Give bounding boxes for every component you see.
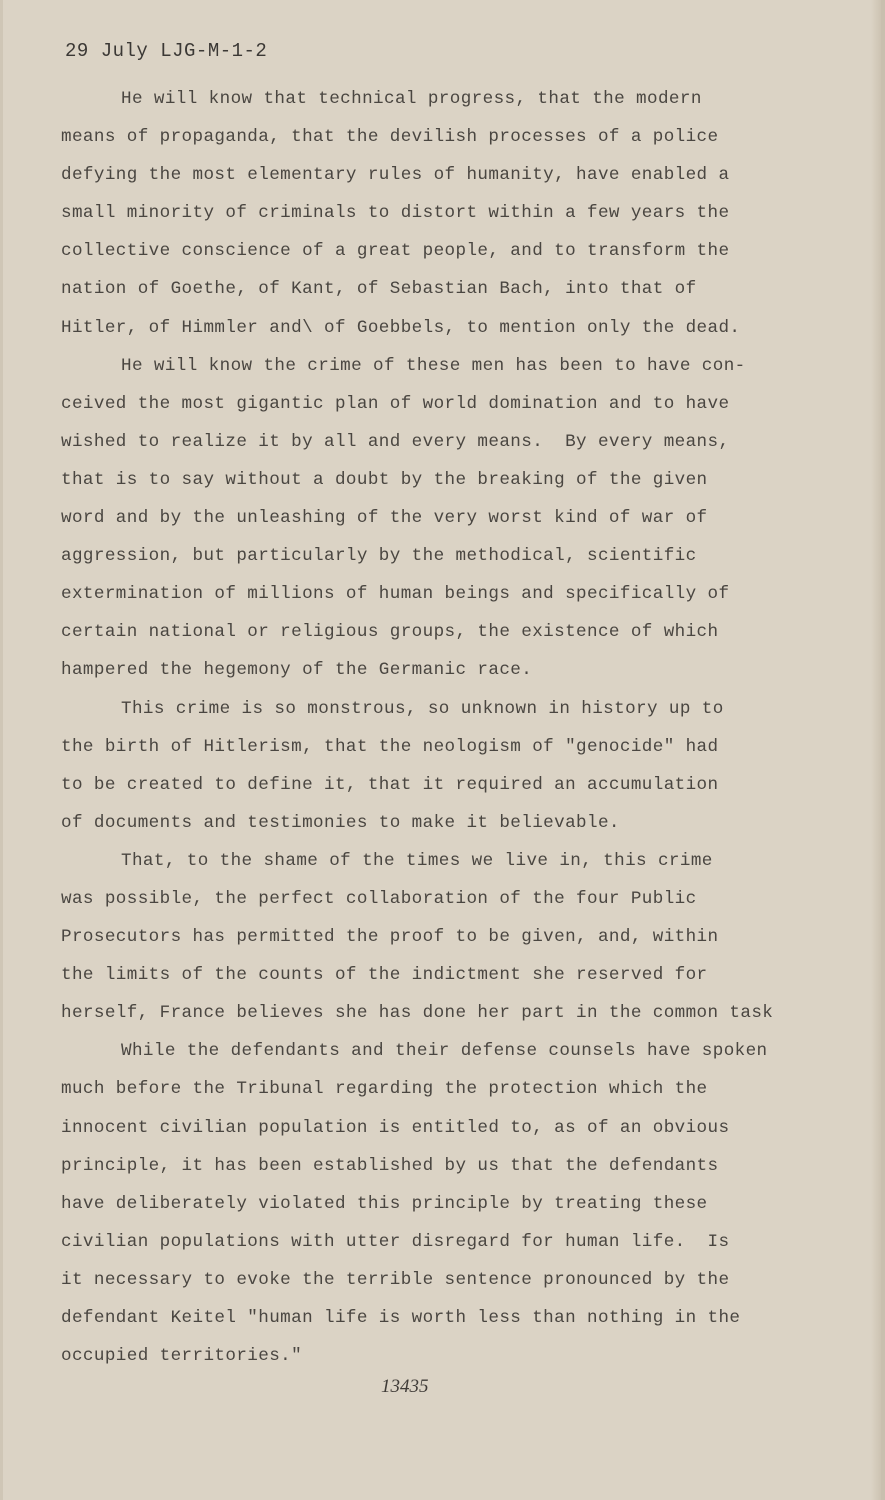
text-line: Prosecutors has permitted the proof to be given, and, within bbox=[61, 927, 719, 948]
text-line: He will know the crime of these men has been to have con- bbox=[121, 355, 746, 376]
text-line: He will know that technical progress, that the modern bbox=[121, 89, 702, 109]
text-line: that is to say without a doubt by the breaking of the given bbox=[61, 469, 708, 490]
document-body bbox=[61, 80, 821, 1375]
text-line: extermination of millions of human beings and specifically of bbox=[61, 584, 730, 605]
document-header: 29 July LJG-M-1-2 bbox=[65, 40, 268, 62]
text-line: was possible, the perfect collaboration of the four Public bbox=[61, 888, 697, 909]
text-line: herself, France believes she has done her part in the common task bbox=[61, 1003, 774, 1024]
text-line: principle, it has been established by us that the defendants bbox=[61, 1155, 719, 1176]
text-line: defendant Keitel "human life is worth less than nothing in the bbox=[61, 1308, 741, 1328]
text-line: of documents and testimonies to make it believable. bbox=[61, 812, 620, 833]
text-line: aggression, but particularly by the methodical, scientific bbox=[61, 546, 697, 567]
text-line: innocent civilian population is entitled to, as of an obvious bbox=[61, 1117, 730, 1138]
text-line: small minority of criminals to distort within a few years the bbox=[61, 203, 730, 224]
text-line: the birth of Hitlerism, that the neologism of "genocide" had bbox=[61, 736, 719, 757]
text-line: it necessary to evoke the terrible sentence pronounced by the bbox=[61, 1269, 730, 1290]
text-line: certain national or religious groups, the existence of which bbox=[61, 622, 719, 643]
text-line: This crime is so monstrous, so unknown in history up to bbox=[121, 698, 724, 719]
text-line: collective conscience of a great people, and to transform the bbox=[61, 241, 730, 262]
text-line: Hitler, of Himmler and\ of Goebbels, to mention only the dead. bbox=[61, 317, 741, 338]
text-line: to be created to define it, that it required an accumulation bbox=[61, 774, 719, 795]
text-line: much before the Tribunal regarding the protection which the bbox=[61, 1079, 708, 1100]
text-line: nation of Goethe, of Kant, of Sebastian Bach, into that of bbox=[61, 279, 697, 300]
text-line: While the defendants and their defense counsels have spoken bbox=[121, 1041, 768, 1062]
text-line: word and by the unleashing of the very worst kind of war of bbox=[61, 508, 708, 529]
text-line: defying the most elementary rules of humanity, have enabled a bbox=[61, 165, 730, 186]
text-line: That, to the shame of the times we live in, this crime bbox=[121, 850, 713, 871]
text-line: ceived the most gigantic plan of world domination and to have bbox=[61, 393, 730, 414]
text-line: the limits of the counts of the indictment she reserved for bbox=[61, 965, 708, 986]
text-line: hampered the hegemony of the Germanic race. bbox=[61, 660, 533, 681]
paper-edge bbox=[871, 0, 881, 1500]
text-line: wished to realize it by all and every means. By every means, bbox=[61, 431, 730, 452]
text-line: civilian populations with utter disregard for human life. Is bbox=[61, 1231, 730, 1252]
page-number: 13435 bbox=[381, 1376, 429, 1397]
text-line: have deliberately violated this principle by treating these bbox=[61, 1193, 708, 1214]
text-line: occupied territories." bbox=[61, 1346, 303, 1367]
text-line: means of propaganda, that the devilish processes of a police bbox=[61, 127, 719, 148]
